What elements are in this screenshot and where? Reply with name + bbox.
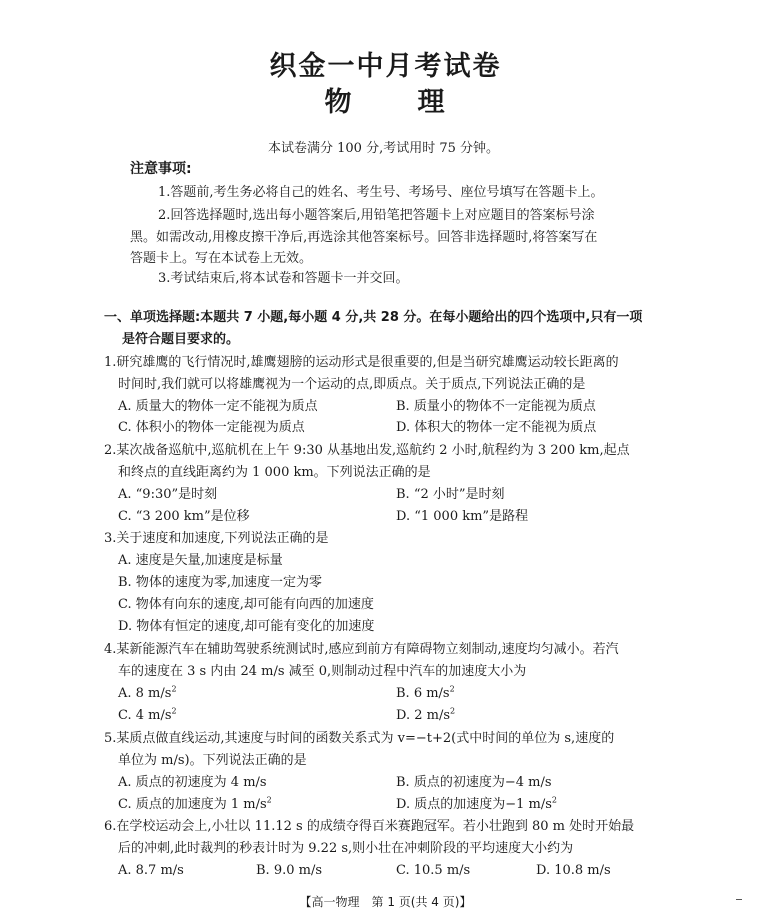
question-4-stem: 车的速度在 3 s 内由 24 m/s 减至 0,则制动过程中汽车的加速度大小为 (118, 664, 527, 679)
question-4-stem: 4.某新能源汽车在辅助驾驶系统测试时,感应到前方有障碍物立刻制动,速度均匀减小。若汽 (104, 642, 619, 657)
q3-option-b: B. 物体的速度为零,加速度一定为零 (118, 575, 322, 590)
q6-option-d: D. 10.8 m/s (536, 863, 611, 878)
q3-option-c: C. 物体有向东的速度,却可能有向西的加速度 (118, 597, 374, 612)
q5-option-a: A. 质点的初速度为 4 m/s (118, 775, 267, 790)
question-1-stem: 时间时,我们就可以将雄鹰视为一个运动的点,即质点。关于质点,下列说法正确的是 (118, 377, 586, 392)
q2-option-a: A. “9:30”是时刻 (118, 487, 218, 502)
q3-option-d: D. 物体有恒定的速度,却可能有变化的加速度 (118, 619, 375, 634)
notice-heading: 注意事项: (130, 161, 192, 177)
q4-option-c: C. 4 $m/s^2$ (118, 706, 177, 723)
corner-mark (736, 899, 742, 900)
exam-title: 织金一中月考试卷 (269, 51, 502, 82)
question-6-stem: 后的冲刺,此时裁判的秒表计时为 9.22 s,则小壮在冲刺阶段的平均速度大小约为 (118, 841, 574, 856)
q1-option-a: A. 质量大的物体一定不能视为质点 (118, 399, 318, 414)
q2-option-d: D. “1 000 km”是路程 (396, 509, 529, 524)
question-5-stem: 5.某质点做直线运动,其速度与时间的函数关系式为 v=−t+2(式中时间的单位为 s,速度的 (104, 731, 615, 746)
notice-line: 2.回答选择题时,选出每小题答案后,用铅笔把答题卡上对应题目的答案标号涂 (158, 208, 595, 223)
q6-option-b: B. 9.0 m/s (256, 863, 323, 878)
notice-line: 3.考试结束后,将本试卷和答题卡一并交回。 (158, 271, 409, 286)
q4-option-b: B. 6 $m/s^2$ (396, 684, 455, 701)
q1-option-c: C. 体积小的物体一定能视为质点 (118, 420, 305, 435)
notice-line: 1.答题前,考生务必将自己的姓名、考生号、考场号、座位号填写在答题卡上。 (158, 185, 604, 200)
question-5-stem: 单位为 m/s)。下列说法正确的是 (118, 753, 307, 768)
q4-option-a: A. 8 $m/s^2$ (118, 684, 177, 701)
question-1-stem: 1.研究雄鹰的飞行情况时,雄鹰翅膀的运动形式是很重要的,但是当研究雄鹰运动较长距离的 (104, 355, 619, 370)
q4-option-d: D. 2 $m/s^2$ (396, 706, 456, 723)
q2-option-b: B. “2 小时”是时刻 (396, 487, 505, 502)
subject-right-char: 理 (417, 87, 447, 118)
q3-option-a: A. 速度是矢量,加速度是标量 (118, 553, 283, 568)
q2-option-c: C. “3 200 km”是位移 (118, 509, 250, 524)
q5-option-c: C. 质点的加速度为 1 $m/s^2$ (118, 795, 272, 812)
q1-option-d: D. 体积大的物体一定不能视为质点 (396, 420, 597, 435)
q1-option-b: B. 质量小的物体不一定能视为质点 (396, 399, 596, 414)
question-2-stem: 2.某次战备巡航中,巡航机在上午 9:30 从基地出发,巡航约 2 小时,航程约为 3 200 km,起点 (104, 443, 630, 458)
q6-option-a: A. 8.7 m/s (118, 863, 184, 878)
exam-intro: 本试卷满分 100 分,考试用时 75 分钟。 (268, 141, 500, 156)
q5-option-d: D. 质点的加速度为−1 $m/s^2$ (396, 795, 557, 812)
question-6-stem: 6.在学校运动会上,小壮以 11.12 s 的成绩夺得百米赛跑冠军。若小壮跑到 80 m 处时开始最 (104, 819, 635, 834)
question-3-stem: 3.关于速度和加速度,下列说法正确的是 (104, 531, 329, 546)
subject-title (0, 80, 771, 119)
section-heading: 一、单项选择题:本题共 7 小题,每小题 4 分,共 28 分。在每小题给出的四个选项中,只有一项 (104, 310, 643, 325)
q5-option-b: B. 质点的初速度为−4 m/s (396, 775, 552, 790)
question-2-stem: 和终点的直线距离约为 1 000 km。下列说法正确的是 (118, 465, 431, 480)
notice-line: 答题卡上。写在本试卷上无效。 (130, 251, 313, 266)
section-heading-cont: 是符合题目要求的。 (122, 332, 240, 347)
subject-left-char: 物 (324, 87, 354, 118)
page-footer: 【高一物理 第 1 页(共 4 页)】 (299, 895, 472, 909)
q6-option-c: C. 10.5 m/s (396, 863, 471, 878)
notice-line: 黑。如需改动,用橡皮擦干净后,再选涂其他答案标号。回答非选择题时,将答案写在 (130, 230, 598, 245)
